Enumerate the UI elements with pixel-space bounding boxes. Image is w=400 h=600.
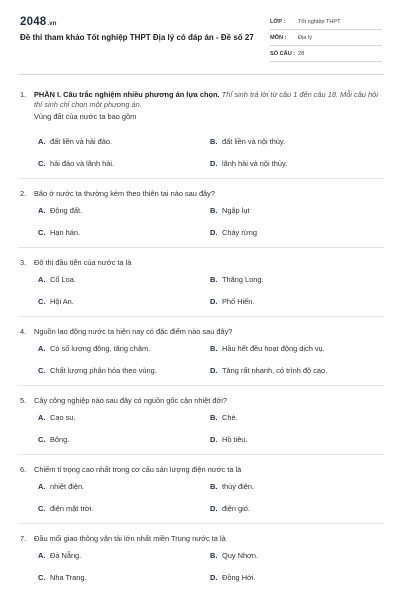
answer-option[interactable]: A. Đà Nẵng. <box>38 550 82 560</box>
question-text: Vùng đất của nước ta bao gồm <box>34 112 137 121</box>
answer-option[interactable]: D. điện gió. <box>210 503 250 513</box>
question-number: 3. <box>20 258 27 267</box>
answer-options <box>18 406 384 450</box>
meta-value: 28 <box>298 50 305 57</box>
answer-option[interactable]: D. Tăng rất nhanh, có trình độ cao. <box>210 365 328 375</box>
question-number: 7. <box>20 534 27 543</box>
part-heading: PHẦN I. Câu trắc nghiệm nhiều phương án lựa chọn. <box>34 90 220 99</box>
question-divider <box>18 454 384 455</box>
question-4 <box>18 327 384 386</box>
answer-option[interactable]: C. Bông. <box>38 434 70 444</box>
question-7 <box>18 534 384 588</box>
answer-options <box>18 130 384 174</box>
answer-options <box>18 199 384 243</box>
answer-option[interactable]: A. Cao su. <box>38 412 76 422</box>
answer-options <box>18 337 384 381</box>
answer-option[interactable]: D. Phố Hiến. <box>210 296 255 306</box>
answer-option[interactable]: B. Chè. <box>210 412 238 422</box>
answer-option[interactable]: C. Nha Trang. <box>38 572 87 582</box>
answer-option[interactable]: C. điện mặt trời. <box>38 503 94 513</box>
exam-title: Đề thi tham khảo Tốt nghiệp THPT Địa lý có đáp án - Đề số 27 <box>20 33 254 42</box>
answer-options <box>18 544 384 588</box>
answer-option[interactable]: A. Động đất. <box>38 205 83 215</box>
meta-key: MÔN : <box>270 34 287 41</box>
question-divider <box>18 316 384 317</box>
answer-option[interactable]: B. thủy điện. <box>210 481 255 491</box>
question-number: 5. <box>20 396 27 405</box>
meta-value: Tốt nghiệp THPT <box>298 18 341 25</box>
answer-option[interactable]: C. Chất lượng phân hóa theo vùng. <box>38 365 157 375</box>
answer-option[interactable]: B. Thăng Long. <box>210 274 264 284</box>
question-number: 4. <box>20 327 27 336</box>
question-2 <box>18 189 384 248</box>
header-divider <box>18 74 384 75</box>
question-divider <box>18 247 384 248</box>
question-3 <box>18 258 384 317</box>
question-text: Chiếm tỉ trọng cao nhất trong cơ cấu sản lượng điện nước ta là <box>34 465 242 474</box>
site-logo[interactable]: 2048.vn <box>20 16 57 28</box>
answer-option[interactable]: A. Cổ Loa. <box>38 274 76 284</box>
answer-option[interactable]: C. Hạn hán. <box>38 227 80 237</box>
question-text: Đầu mối giao thông vận tải lớn nhất miền Trung nước ta là <box>34 534 226 543</box>
exam-header <box>18 14 384 62</box>
meta-row-class <box>270 14 382 30</box>
answer-option[interactable]: D. Hồ tiêu. <box>210 434 248 444</box>
answer-option[interactable]: A. nhiệt điện. <box>38 481 85 491</box>
question-number: 6. <box>20 465 27 474</box>
question-5 <box>18 396 384 455</box>
question-text: Nguồn lao động nước ta hiện nay có đặc điểm nào sau đây? <box>34 327 233 336</box>
meta-value: Địa lý <box>298 34 312 41</box>
question-divider <box>18 178 384 179</box>
answer-option[interactable]: C. hải đảo và lãnh hải. <box>38 158 115 168</box>
part-instruction: Thí sinh trả lời từ câu 1 đến câu 18. Mỗi câu hỏi thí sinh chỉ chọn một phương án. <box>34 90 378 109</box>
question-divider <box>18 523 384 524</box>
meta-row-subject <box>270 30 382 46</box>
answer-option[interactable]: D. Đồng Hới. <box>210 572 256 582</box>
question-text: Bão ở nước ta thường kèm theo thiên tai nào sau đây? <box>34 189 215 198</box>
answer-option[interactable]: D. Cháy rừng <box>210 227 257 237</box>
question-text: Đô thị đầu tiên của nước ta là <box>34 258 132 267</box>
answer-option[interactable]: B. Hầu hết đều hoạt động dịch vụ. <box>210 343 325 353</box>
answer-option[interactable]: A. đất liền và hải đảo. <box>38 136 113 146</box>
question-number: 2. <box>20 189 27 198</box>
answer-option[interactable]: B. Ngập lụt <box>210 205 250 215</box>
meta-row-count <box>270 46 382 62</box>
meta-key: SỐ CÂU : <box>270 50 296 57</box>
question-list <box>18 90 384 588</box>
answer-option[interactable]: D. lãnh hải và nội thủy. <box>210 158 288 168</box>
question-text: Cây công nghiệp nào sau đây có nguồn gốc cận nhiệt đới? <box>34 396 228 405</box>
answer-option[interactable]: B. đất liền và nội thủy. <box>210 136 286 146</box>
question-divider <box>18 385 384 386</box>
exam-meta-table <box>270 14 382 62</box>
question-1 <box>18 90 384 179</box>
question-number: 1. <box>20 90 27 99</box>
meta-key: LỚP : <box>270 18 286 25</box>
part-intro <box>18 90 384 110</box>
answer-option[interactable]: B. Quy Nhơn. <box>210 550 259 560</box>
answer-option[interactable]: C. Hội An. <box>38 296 74 306</box>
answer-options <box>18 475 384 519</box>
answer-option[interactable]: A. Có số lượng đông, tăng chậm. <box>38 343 151 353</box>
answer-options <box>18 268 384 312</box>
question-6 <box>18 465 384 524</box>
